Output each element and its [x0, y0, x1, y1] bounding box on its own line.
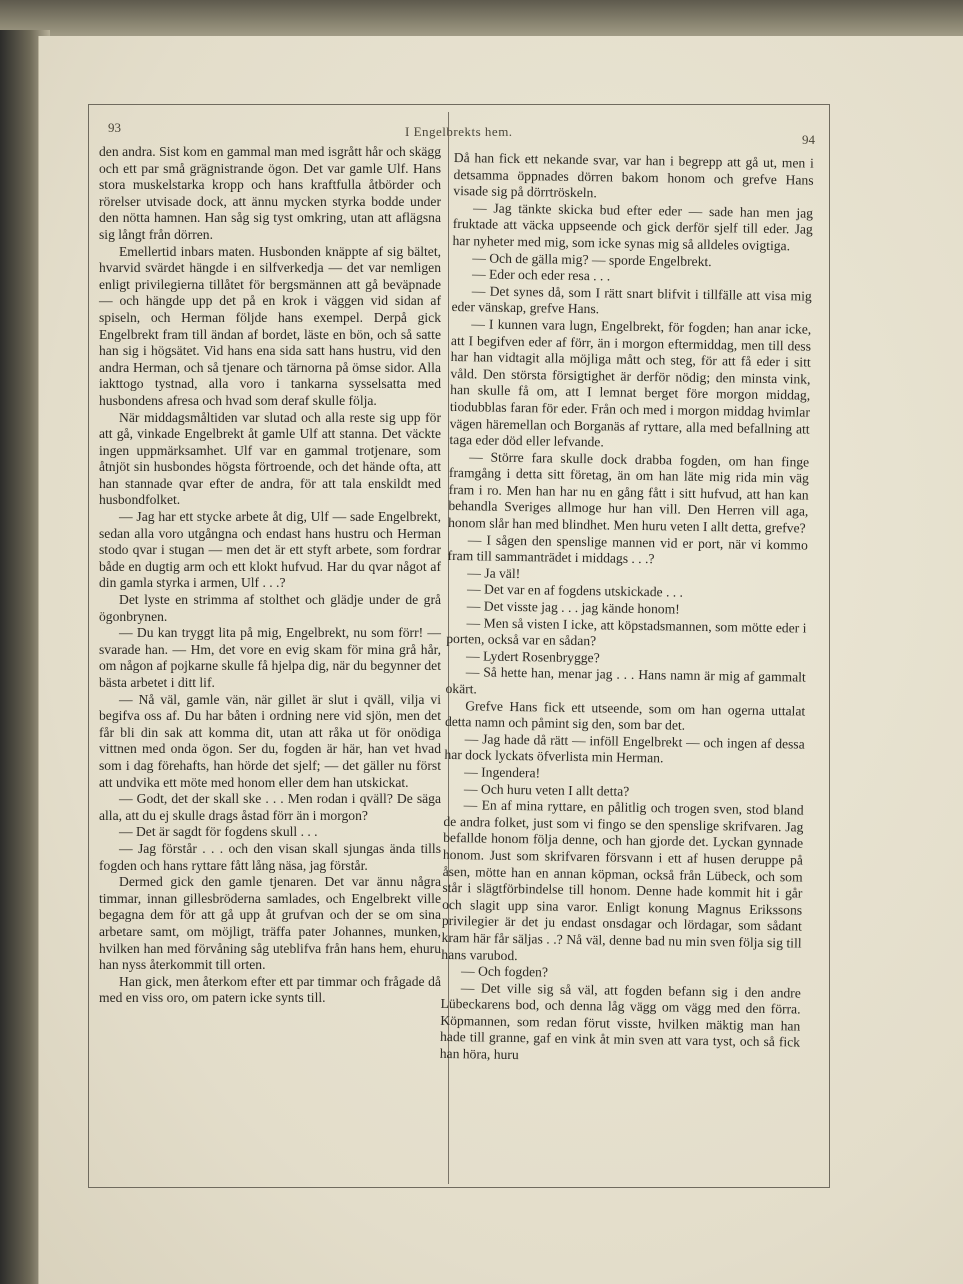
- paragraph: — Men så visten I icke, att köpstadsmannen, som mötte eder i porten, också var en sådan?: [446, 614, 807, 649]
- paragraph: Då han fick ett nekande svar, var han i begrepp att gå ut, men i detsamma öppnades dörren bakom honom och grefve Hans visade sig på dörrtröskeln.: [453, 150, 814, 201]
- left-column: [99, 144, 441, 1007]
- paragraph: — En af mina ryttare, en pålitlig och trogen sven, stod bland de andra folket, just som vi fingo se den spenslige skrifvaren. Jag befallde honom följa denne, och han gjorde det. Lyckan gynnade honom. Just som skrifvaren försvann i ett af husen deruppe på åsen, mötte han en annan köpman, också från Lübeck, och som står i slägtförbindelse till honom. Denne hade kommit hit i går och slagit upp sina varor. Enligt konung Magnus Erikssons privilegier är det ju endast onsdagar och lördagar, som sådant kram här får säljas . .? Nå väl, denne bad nu min sven följa sig till hans varubod.: [441, 797, 804, 963]
- book-top-edge: [0, 0, 963, 40]
- paragraph: — Det visste jag . . . jag kände honom!: [466, 598, 680, 617]
- paragraph: — Så hette han, menar jag . . . Hans namn är mig af gammalt okärt.: [445, 664, 806, 697]
- paragraph: den andra. Sist kom en gammal man med isgrått hår och skägg och ett par små grägnistrande ögon. Det var gamle Ulf. Hans stora muskelstarka kropp och hans kraftfulla åtbörder och rörelser utvisade dock, att ännu mycken styrka bodde under den nötta hamnen. Han såg sig tyst omkring, utan att aflägsna sig långt från dörren.: [99, 144, 441, 242]
- paragraph: Grefve Hans fick ett utseende, som om han ogerna uttalat detta namn och påmint sig den, som bar det.: [444, 697, 806, 733]
- paragraph: — Jag tänkte skicka bud efter eder — sade han men jag fruktade att väcka uppseende och gick derför sjelf till eder. Jag har nyheter med mig, som icke synas mig så alldeles ovigtiga.: [452, 200, 814, 254]
- paragraph: Det lyste en strimma af stolthet och glädje under de grå ögonbrynen.: [99, 592, 441, 624]
- paragraph: — Lydert Rosenbrygge?: [465, 648, 600, 666]
- paragraph: — Jag förstår . . . och den visan skall sjungas ända tills fogden och hans ryttare fått lång näsa, jag förstår.: [99, 840, 441, 873]
- paragraph: — Det synes då, som I rätt snart blifvit i tillfälle att visa mig eder vänskap, grefve Hans.: [451, 283, 812, 317]
- paragraph: — Du kan tryggt lita på mig, Engelbrekt, nu som förr! — svarade han. — Hm, det vore en evig skam för mina grå hår, om någon af pojkarne skulle få hjelpa dig, när du begynner det bästa arbetet i ditt lif.: [99, 625, 441, 690]
- paragraph: — Godt, det der skall ske . . . Men rodan i qväll? De säga alla, att du ej skulle drags åstad förr än i morgon?: [99, 791, 441, 823]
- paragraph: — Ingendera!: [464, 764, 541, 781]
- paragraph: — Det var en af fogdens utskickade . . .: [466, 581, 684, 601]
- right-column: [440, 150, 814, 1068]
- paragraph: — Det är sagdt för fogdens skull . . .: [119, 824, 318, 840]
- paragraph: — Eder och eder resa . . .: [471, 266, 611, 284]
- page-number-left: 93: [108, 120, 121, 135]
- running-title: I Engelbrekts hem.: [405, 124, 513, 139]
- paragraph: — Nå väl, gamle vän, när gillet är slut i qväll, vilja vi begifva oss af. Du har båten i ordning nere vid sjön, men det får bli din sak att komma dit, utan att råka ut för onödiga vittnen med onda ögon. Ser du, fogden är här, han vet hvad som i dag förehafts, han hörde det sjelf; — det gäller nu först att undvika ett möte med honom eller dem han utskickat.: [99, 691, 441, 790]
- paragraph: — I sågen den spenslige mannen vid er port, när vi kommo fram till sammanträdet i middags . . .?: [447, 531, 808, 567]
- paragraph: — Större fara skulle dock drabba fogden, om han finge framgång i detta sitt företag, än om han läte mig rida min väg fram i ro. Men han har nu en gång fått i sitt hufvud, att han kan behandla Sveriges allmoge hur han vill. Den Herren vill aga, honom slår han med blindhet. Men huru veten I allt detta, grefve?: [448, 448, 810, 536]
- paragraph: — Och fogden?: [460, 963, 549, 980]
- paragraph: Han gick, men återkom efter ett par timmar och frågade då med en viss oro, om patern icke synts till.: [99, 973, 441, 1006]
- paragraph: — Det ville sig så väl, att fogden befann sig i den andre Lübeckarens bod, och denna låg vägg om vägg med den förra. Köpmannen, som redan förut visste, hvilken mäktig man han hade till granne, gaf en vink åt min sven att vara tyst, och så fick han höra, huru: [439, 979, 801, 1063]
- paragraph: — Och de gälla mig? — sporde Engelbrekt.: [472, 249, 712, 269]
- page-number-right: 94: [802, 132, 815, 147]
- paragraph: När middagsmåltiden var slutad och alla reste sig upp för att gå, vinkade Engelbrekt åt gamle Ulf att stanna. Det väckte ingen uppmärksamhet. Ulf var en gammal trotjenare, som åtnjöt sin husbondes högsta förtroende, och det hände ofta, att han stannade qvar efter de andra, för att tala enskildt med husbondfolket.: [99, 409, 441, 508]
- paragraph: — Och huru veten I allt detta?: [463, 780, 630, 799]
- paragraph: — Jag hade då rätt — inföll Engelbrekt — och ingen af dessa har dock lyckats öfverlista min Herman.: [444, 731, 805, 766]
- paragraph: Emellertid inbars maten. Husbonden knäppte af sig bältet, hvarvid svärdet hängde i en silfverkedja — det var nemligen enligt privilegierna tillåtet för bergsmännen att gå beväpnade — och hängde upp det på en krok i väggen vid sidan af spiseln, och Herman följde hans exempel. Derpå gick Engelbrekt fram till ändan af bordet, läste en bön, och så satte han sig i högsätet. Vid hans ena sida satt hans hustru, vid den andra Herman, och så tjenare och tärnorna på ömse sidor. Alla iakttogo tystnad, alla voro i tankarna sysselsatta med husbondens afresa och hvad som deraf skulle följa.: [99, 243, 441, 408]
- paragraph: — I kunnen vara lugn, Engelbrekt, för fogden; han anar icke, att I begifven eder af förr, än i morgon eftermiddag, men till dess har han vidtagit alla möjliga mått och steg, för att få eder i sitt våld. Den största försigtighet är derför nödig; den minsta vink, han skulle få om, att I lemnat berget före morgon middag, tiodubblas faran för eder. Från och med i morgon middag hvimlar vägen häremellan och Borganäs af ryttare, alla med befallning att taga eder död eller lefvande.: [449, 316, 812, 450]
- paragraph: — Jag har ett stycke arbete åt dig, Ulf — sade Engelbrekt, sedan alla voro utgångna och endast hans hustru och Herman stodo qvar i stugan — men det är ett styft arbete, som fordrar både en dugtig arm och ett klokt hufvud. Har du qvar något af din gamla styrka i armen, Ulf . . .?: [99, 509, 441, 591]
- paragraph: Dermed gick den gamle tjenaren. Det var ännu några timmar, innan gillesbröderna samlades, och Engelbrekt ville begagna dem för att gå upp åt grufvan och der se om sina arbetare samt, om möjligt, träffa pater Johannes, munken, hvilken han med förvåning såg uteblifva från hans hem, ehuru han nyss återkommit till orten.: [99, 874, 441, 973]
- paragraph: — Ja väl!: [467, 565, 521, 581]
